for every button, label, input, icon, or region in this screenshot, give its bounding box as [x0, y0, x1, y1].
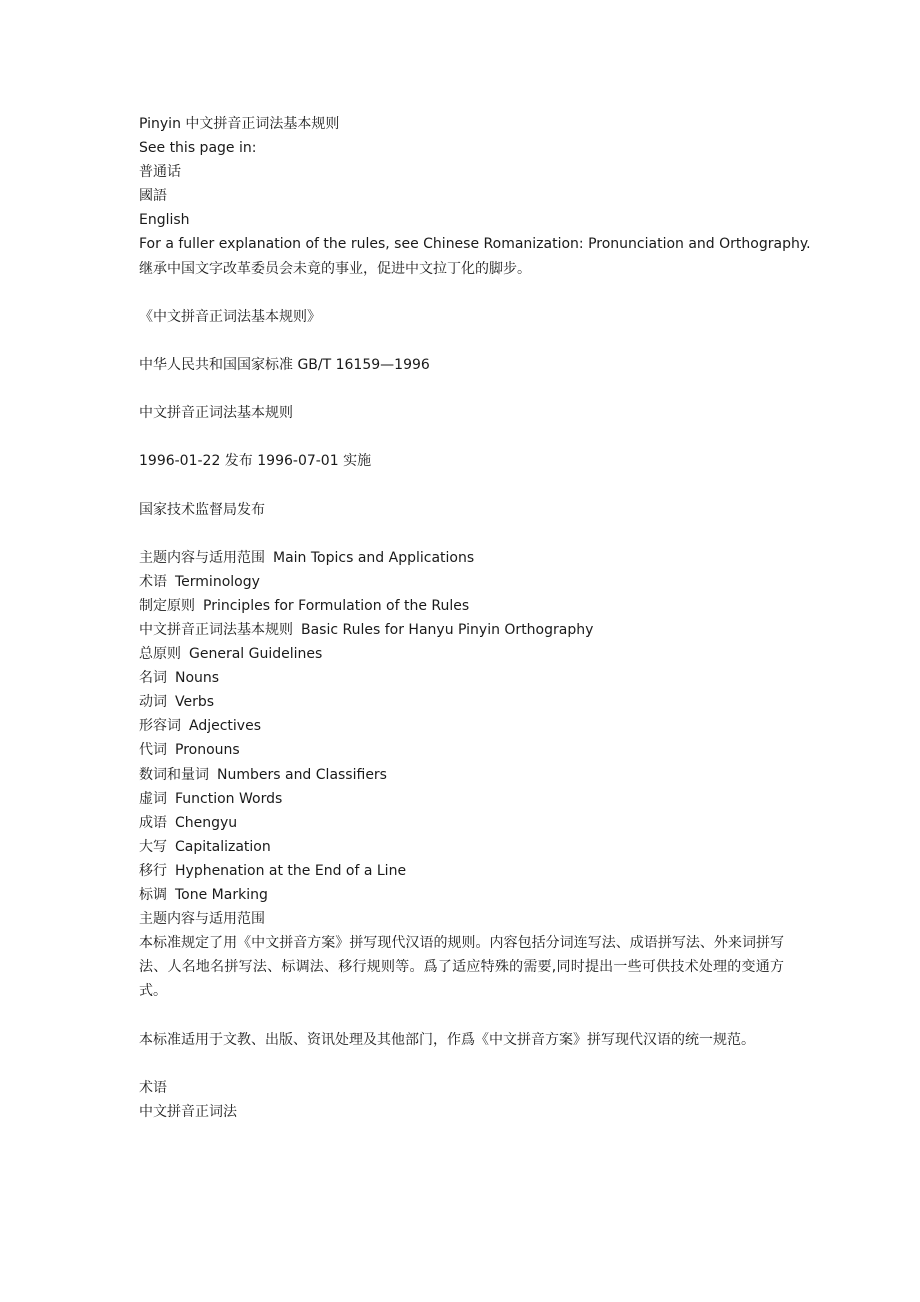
standard-name: 中文拼音正词法基本规则 — [139, 405, 293, 422]
toc-item-en: Basic Rules for Hanyu Pinyin Orthography — [301, 621, 594, 638]
page-title: Pinyin 中文拼音正词法基本规则 — [139, 116, 340, 132]
section-heading-terms: 术语 — [139, 1079, 167, 1096]
toc-item-en: Capitalization — [175, 838, 271, 855]
toc-item-verbs[interactable] — [139, 690, 789, 714]
toc-item-zh: 总原则 — [139, 646, 181, 663]
toc-item-zh: 标调 — [139, 887, 167, 903]
toc-item-en: Chengyu — [175, 814, 238, 831]
toc-item-zh: 数词和量词 — [139, 766, 209, 783]
toc-item-en: Main Topics and Applications — [273, 549, 475, 566]
toc-item-en: Numbers and Classifiers — [217, 766, 387, 783]
toc-item-zh: 术语 — [139, 573, 167, 590]
toc-item-en: Nouns — [175, 670, 220, 687]
toc-item-en: Principles for Formulation of the Rules — [203, 597, 470, 614]
toc-item-zh: 名词 — [139, 670, 167, 687]
toc-item-en: Verbs — [175, 694, 215, 711]
toc-item-main-topics[interactable] — [139, 546, 789, 570]
toc-item-en: Tone Marking — [175, 887, 268, 903]
toc-item-principles[interactable] — [139, 594, 789, 618]
toc-item-general-guidelines[interactable] — [139, 642, 789, 666]
document-page — [139, 112, 811, 1124]
language-link-guoyu[interactable]: 國語 — [139, 188, 167, 205]
toc-item-nouns[interactable] — [139, 666, 789, 690]
toc-item-zh: 动词 — [139, 694, 167, 711]
standard-publisher: 国家技术监督局发布 — [139, 501, 265, 518]
language-link-putonghua[interactable]: 普通话 — [139, 164, 181, 181]
toc-item-adjectives[interactable] — [139, 714, 789, 738]
toc-item-tone-marking[interactable] — [139, 883, 789, 907]
toc-item-en: Pronouns — [175, 742, 240, 759]
toc-item-en: Terminology — [175, 573, 260, 590]
toc-item-zh: 成语 — [139, 814, 167, 831]
toc-item-zh: 大写 — [139, 838, 167, 855]
section-heading-scope: 主题内容与适用范围 — [139, 911, 265, 928]
toc-item-basic-rules[interactable] — [139, 618, 789, 642]
fuller-explanation-text: For a fuller explanation of the rules, see Chinese Romanization: Pronunciation and Orthography. — [139, 236, 811, 253]
toc-item-terminology[interactable] — [139, 570, 789, 594]
toc-item-hyphenation[interactable] — [139, 859, 789, 883]
toc-item-en: General Guidelines — [189, 646, 323, 663]
toc-item-capitalization[interactable] — [139, 835, 789, 859]
motto-text: 继承中国文字改革委员会未竟的事业，促进中文拉丁化的脚步。 — [139, 260, 531, 277]
standard-book-title: 《中文拼音正词法基本规则》 — [139, 308, 321, 325]
terms-subheading: 中文拼音正词法 — [139, 1103, 237, 1120]
toc-item-en: Hyphenation at the End of a Line — [175, 862, 407, 879]
toc-item-zh: 代词 — [139, 742, 167, 759]
language-link-english[interactable]: English — [139, 212, 190, 229]
toc-item-zh: 形容词 — [139, 718, 181, 735]
scope-paragraph-1: 本标准规定了用《中文拼音方案》拼写现代汉语的规则。内容包括分词连写法、成语拼写法、外来词拼写法、人名地名拼写法、标调法、移行规则等。爲了适应特殊的需要,同时提出一些可供技术处理的变通方式。 — [139, 935, 784, 1000]
toc-item-chengyu[interactable] — [139, 811, 789, 835]
toc-item-en: Function Words — [175, 790, 283, 807]
national-standard-number: 中华人民共和国国家标准 GB/T 16159—1996 — [139, 356, 430, 373]
toc-item-en: Adjectives — [189, 718, 261, 735]
toc-item-zh: 中文拼音正词法基本规则 — [139, 621, 293, 638]
standard-dates: 1996-01-22 发布 1996-07-01 实施 — [139, 453, 372, 470]
toc-item-zh: 主题内容与适用范围 — [139, 549, 265, 566]
toc-item-function-words[interactable] — [139, 787, 789, 811]
toc-item-zh: 虚词 — [139, 790, 167, 807]
toc-item-numbers-classifiers[interactable] — [139, 763, 789, 787]
toc-item-pronouns[interactable] — [139, 738, 789, 762]
see-this-page-label: See this page in: — [139, 140, 257, 157]
scope-paragraph-2: 本标准适用于文教、出版、资讯处理及其他部门，作爲《中文拼音方案》拼写现代汉语的统一规范。 — [139, 1031, 755, 1048]
table-of-contents — [139, 546, 789, 907]
toc-item-zh: 制定原则 — [139, 597, 195, 614]
toc-item-zh: 移行 — [139, 862, 167, 879]
